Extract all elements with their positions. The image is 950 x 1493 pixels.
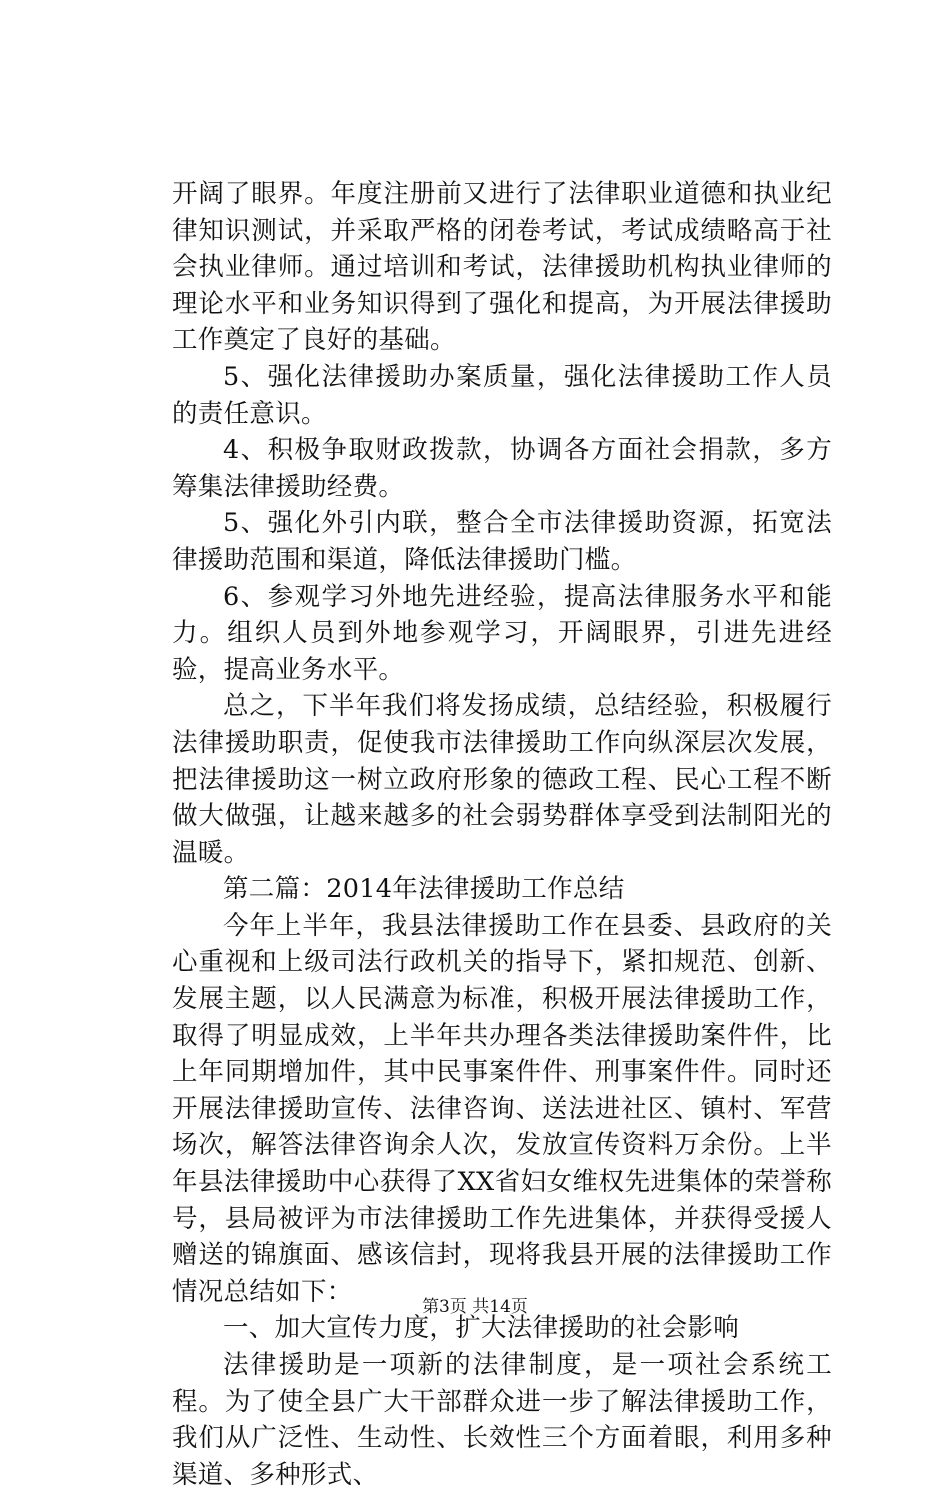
paragraph-1: 开阔了眼界。年度注册前又进行了法律职业道德和执业纪律知识测试，并采取严格的闭卷考试，考试成绩略高于社会执业律师。通过培训和考试，法律援助机构执业律师的理论水平和业务知识得到了强化和提高，为开展法律援助工作奠定了良好的基础。 bbox=[172, 179, 832, 356]
paragraph-4: 5、强化外引内联，整合全市法律援助资源，拓宽法律援助范围和渠道，降低法律援助门槛。 bbox=[172, 508, 832, 575]
paragraph-6: 总之，下半年我们将发扬成绩，总结经验，积极履行法律援助职责，促使我市法律援助工作向纵深层次发展，把法律援助这一树立政府形象的德政工程、民心工程不断做大做强，让越来越多的社会弱势群体享受到法制阳光的温暖。 bbox=[172, 691, 832, 868]
section-heading-2: 第二篇：2014年法律援助工作总结 bbox=[223, 874, 625, 905]
paragraph-2: 5、强化法律援助办案质量，强化法律援助工作人员的责任意识。 bbox=[172, 361, 832, 429]
paragraph-5: 6、参观学习外地先进经验，提高法律服务水平和能力。组织人员到外地参观学习，开阔眼界，引进先进经验，提高业务水平。 bbox=[172, 581, 832, 685]
paragraph-3: 4、积极争取财政拨款，协调各方面社会捐款，多方筹集法律援助经费。 bbox=[172, 435, 832, 502]
subsection-heading-1: 一、加大宣传力度，扩大法律援助的社会影响 bbox=[223, 1313, 740, 1344]
paragraph-8: 今年上半年，我县法律援助工作在县委、县政府的关心重视和上级司法行政机关的指导下，紧扣规范、创新、发展主题，以人民满意为标准，积极开展法律援助工作，取得了明显成效，上半年共办理各类法律援助案件件，比上年同期增加件，其中民事案件件、刑事案件件。同时还开展法律援助宣传、法律咨询、送法进社区、镇村、军营场次，解答法律咨询余人次，发放宣传资料万余份。上半年县法律援助中心获得了XX省妇女维权先进集体的荣誉称号，县局被评为市法律援助工作先进集体，并获得受援人赠送的锦旗面、感该信封，现将我县开展的法律援助工作情况总结如下： bbox=[172, 910, 832, 1307]
paragraph-10: 法律援助是一项新的法律制度，是一项社会系统工程。为了使全县广大干部群众进一步了解法律援助工作，我们从广泛性、生动性、长效性三个方面着眼，利用多种渠道、多种形式、 bbox=[172, 1350, 832, 1490]
page-footer: 第3页 共14页 bbox=[422, 1297, 528, 1317]
document-body bbox=[172, 176, 832, 1493]
